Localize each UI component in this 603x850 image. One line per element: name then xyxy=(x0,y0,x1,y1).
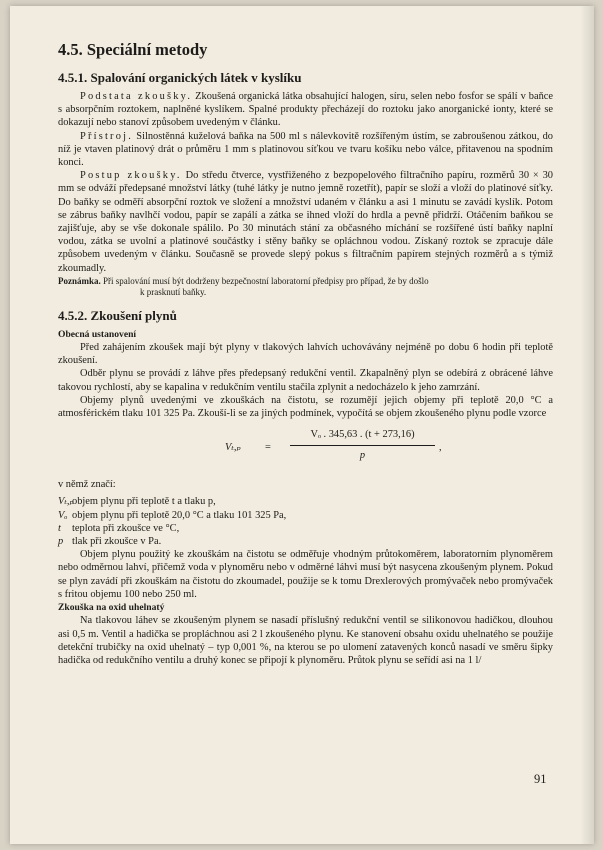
subsection-title-451: 4.5.1. Spalování organických látek v kyslíku xyxy=(58,70,302,85)
definition-text: teplota při zkoušce ve °C, xyxy=(72,522,180,534)
formula-lhs: Vₜ,ₚ xyxy=(225,442,241,454)
formula-numerator: Vₒ . 345,63 . (t + 273,16) xyxy=(310,429,415,441)
paragraph-gas-5: Na tlakovou láhev se zkoušeným plynem se nasadí příslušný redukční ventil se silikonovou hadičkou, dlouhou asi 0,5 m. Ventil a hadička se propláchnou asi 2 l zkoušeného plynu. Ke stanovení obsahu oxidu uhelnatého se použije detekční trubičky na oxid uhelnatý – typ 0,001 %, na kterou se po ulomení zatavených konců nasadí ve směru šipky hadička od redukčního ventilu a druhý konec se připojí k plynoměru. Průtok plynu se seřídí asi na 1 l/ xyxy=(58,615,553,666)
definition-text: objem plynu při teplotě 20,0 °C a tlaku 101 325 Pa, xyxy=(72,509,287,521)
fraction-bar xyxy=(290,445,435,446)
label-podstata: Podstata zkoušky. xyxy=(80,91,193,102)
paragraph-gas-3: Objemy plynů uvedenými ve zkouškách na čistotu, se rozumějí jejich objemy při teplotě 20,0 °C a atmosférickém tlaku 101 325 Pa. Zkouší-li se za jiných podmínek, vypočítá se objem zkoušeného plynu podle vzorce xyxy=(58,394,553,420)
formula-equals: = xyxy=(265,442,271,454)
label-postup: Postup zkoušky. xyxy=(80,170,182,182)
definition-symbol: p xyxy=(58,536,64,548)
paragraph-gas-1: Před zahájením zkoušek mají být plyny v tlakových lahvích uchovávány nejméně po dobu 6 hodin při teplotě zkoušení. xyxy=(58,342,553,367)
definition-symbol: Vₒ xyxy=(58,509,68,521)
text-postup: Do středu čtverce, vystřiženého z bezpopelového filtračního papíru, rozměrů 30 × 30 mm se odváží předepsané množství látky (tuhé látky je nutno jemně rozetřít), papír se složí a vloží do platinové síťky. Do baňky se odměří absorpční roztok ve složení a množství udaném v článku a asi 1 minutu se zavádí kyslík. Potom se zábrus baňky navlhčí vodou, papír se zapálí a zátka se ihned vloží do hrdla a pevně přidrží. Otáčením baňkou se zajišťuje, aby se vše dokonale spálilo. Po 30 minutách stání za občasného míchání se rozšířené ústí baňky naplní vodou, zátka se uvolní a platinové součástky i stěny baňky se opláchnou vodou. Získaný roztok se zpracuje dále způsobem uvedeným v článku. Současně se provede slepý pokus s filtračním papírem stejných rozměrů a s týmiž zkoumadly. xyxy=(58,170,553,274)
book-page xyxy=(10,6,594,844)
definition-list xyxy=(58,495,553,548)
definition-item xyxy=(58,509,553,522)
text-podstata: Zkoušená organická látka obsahující halogen, síru, selen nebo fosfor se spálí v baňce s absorpčním roztokem, naplněné kyslíkem. Spalné produkty přecházejí do roztoku jako anorganické ionty, které se dokazují nebo stanoví způsobem uvedeným v článku. xyxy=(58,91,553,129)
page-number: 91 xyxy=(534,772,547,786)
formula-comma: , xyxy=(439,442,442,454)
note-text-1: Při spalování musí být dodrženy bezpečnostní laboratorní předpisy pro případ, že by došlo xyxy=(100,275,429,286)
paragraph-gas-4: Objem plynu použitý ke zkouškám na čistotu se odměřuje vhodným průtokoměrem, laboratorním plynoměrem nebo odměrnou lahví, přičemž voda v plynoměru nebo v odměrné láhvi musí být nasycena zkoušeným plynem. Pokud se plyn zavádí při zkouškám na čistotu do zkoumadel, použije se k tomu Drexlerových promývaček nebo promývaček s fritou objemu 100 nebo 250 ml. xyxy=(58,549,553,600)
paragraph-gas-2: Odběr plynu se provádí z láhve přes předepsaný redukční ventil. Zkapalněný plyn se odebírá z obrácené láhve takovou rychlostí, aby se kapalina v redukčním ventilu stačila zplynit a nedocházelo k jeho zamrzání. xyxy=(58,368,553,393)
note-label: Poznámka. xyxy=(58,275,101,286)
label-pristroj: Přístroj. xyxy=(80,130,133,142)
paragraph-postup xyxy=(58,169,553,275)
where-line: v němž značí: xyxy=(58,479,116,491)
subsection-title-452: 4.5.2. Zkoušení plynů xyxy=(58,307,177,323)
subheading-co-test: Zkouška na oxid uhelnatý xyxy=(58,602,165,614)
subheading-general: Obecná ustanovení xyxy=(58,328,137,340)
note xyxy=(58,276,553,298)
volume-formula xyxy=(58,428,553,472)
page-content xyxy=(58,40,553,667)
paragraph-pristroj xyxy=(58,130,553,170)
definition-symbol: Vₜ,ₚ xyxy=(58,496,74,508)
formula-denominator: p xyxy=(359,450,366,462)
definition-symbol: t xyxy=(58,522,61,534)
definition-text: objem plynu při teplotě t a tlaku p, xyxy=(72,496,216,508)
paragraph-podstata xyxy=(58,90,553,130)
definition-text: tlak při zkoušce v Pa. xyxy=(72,536,162,548)
text-pristroj: Silnostěnná kuželová baňka na 500 ml s nálevkovitě rozšířeným ústím, se zabroušenou zátkou, do níž je vtaven platinový drát o průměru 1 mm s platinovou síťkou ve tvaru košíku nebo válce, přitavenou na spodním konci. xyxy=(58,130,553,169)
section-title: 4.5. Speciální metody xyxy=(58,40,208,59)
definition-item xyxy=(58,535,553,548)
definition-item xyxy=(58,495,553,508)
note-text-2: k prasknutí baňky. xyxy=(140,286,207,297)
definition-item xyxy=(58,522,553,535)
page-edge-shadow xyxy=(580,6,594,844)
